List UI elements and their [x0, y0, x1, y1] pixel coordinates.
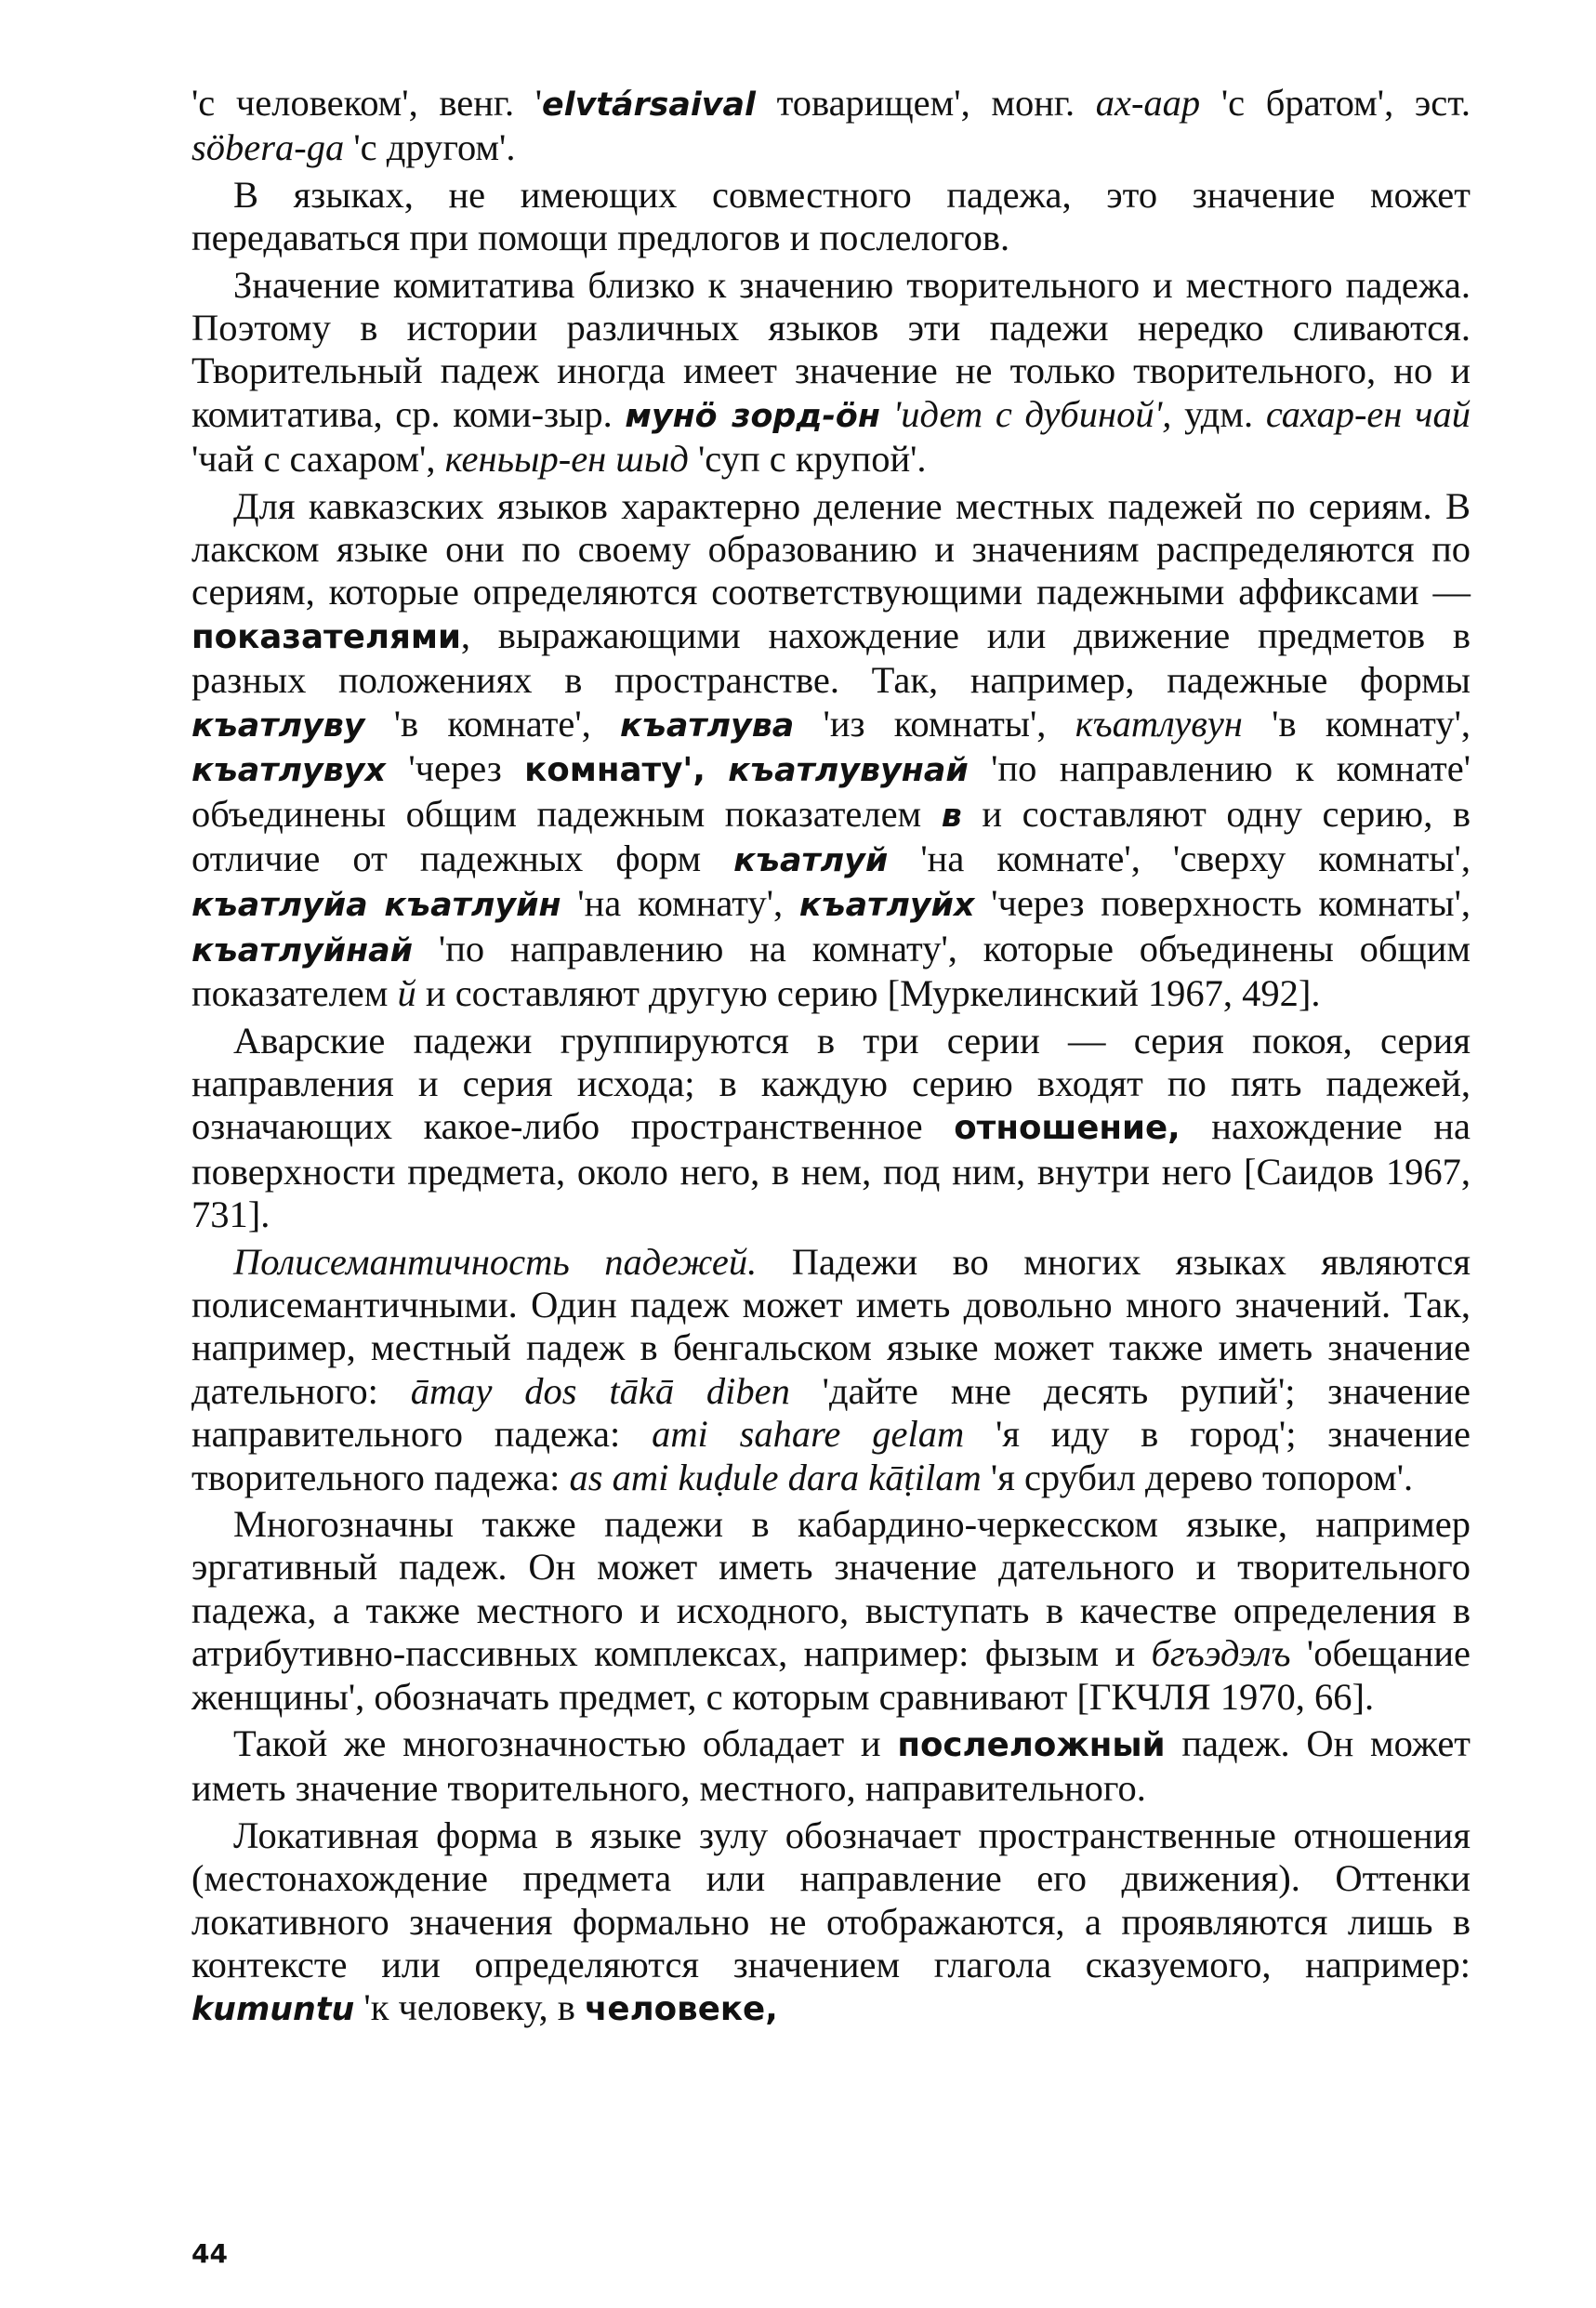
body-text: 'по направлению к комнате' объединены общим падежным показателем [191, 747, 1471, 835]
body-text: 'по направлению на комнату', которые объединены общим показателем [191, 927, 1471, 1015]
emphasis-text: отношение, [954, 1109, 1181, 1148]
emphasis-text: 'идет с дубиной', [892, 392, 1172, 435]
body-text: 'из комнаты', [794, 702, 1075, 745]
body-text: Локативная форма в языке зулу обозначает пространственные отношения (местонахождение предмета или направление его движения). Оттенки локативного значения формально не отображаются, а проявляются лишь в контексте или определяются значением глагола сказуемого, например: [191, 1813, 1471, 1986]
emphasis-text: человеке, [584, 1990, 778, 2029]
body-text: 'чай с сахаром', [191, 438, 445, 481]
paragraph-p3 [191, 264, 1471, 481]
body-text: , выражающими нахождение или движение предметов в разных положениях в пространстве. Так, например, падежные формы [191, 613, 1471, 702]
emphasis-text: й [397, 972, 416, 1015]
body-text: Для кавказских языков характерно деление местных падежей по сериям. В лакском языке они по своему образованию и значениям распределяются по сериям, которые определяются соответствующими падежными аффиксами — [191, 484, 1471, 613]
body-text: 'я иду в город'; значение творительного падежа: [191, 1413, 1471, 1498]
body-text: 'с другом'. [344, 126, 516, 169]
emphasis-text: кеньыр-ен шыд [444, 438, 689, 481]
body-text [706, 747, 728, 789]
body-text: Многозначны также падежи в кабардино-черкесском языке, например эргативный падеж. Он может иметь значение дательного и творительного падежа, а также местного и исходного, выступать в качестве определения в атрибутивно-пассивных комплексах, например: [191, 1503, 1471, 1675]
emphasis-text: комнату', [524, 751, 706, 790]
emphasis-text: послеложный [897, 1726, 1166, 1765]
body-text: и составляют другую серию [Муркелинский 1967, 492]. [415, 972, 1321, 1015]
body-text: 'суп с крупой'. [688, 438, 927, 481]
emphasis-text: söbera-ga [191, 126, 345, 169]
emphasis-text: къатлувунай [728, 752, 969, 790]
paragraph-p6 [191, 1241, 1471, 1499]
emphasis-text: Полисемантичность падежей. [233, 1240, 758, 1283]
body-text: 'к человеку, в [354, 1986, 585, 2029]
paragraph-p2 [191, 174, 1471, 260]
emphasis-text: показателями [191, 617, 461, 656]
body-text [880, 393, 893, 435]
emphasis-text: мунö зорд-öн [625, 397, 880, 435]
body-text: фызым и [984, 1632, 1152, 1675]
body-text: 'через [385, 747, 525, 790]
emphasis-text: къатлува [620, 706, 795, 745]
body-text: 'я срубил дерево топором'. [981, 1456, 1414, 1498]
body-text [577, 1370, 610, 1412]
body-text: Такой же многозначностью обладает и [233, 1722, 898, 1765]
body-text: товарищем', монг. [755, 82, 1096, 124]
body-text [492, 1370, 524, 1412]
emphasis-text: къатлувун [1075, 702, 1243, 745]
emphasis-text: kumuntu [191, 1991, 355, 2029]
body-text: В языках, не имеющих совместного падежа, это значение может передаваться при помощи предлогов и послелогов. [191, 173, 1471, 259]
emphasis-text: в [941, 797, 962, 835]
paragraph-p9 [191, 1814, 1471, 2032]
page-body [191, 82, 1471, 2036]
body-text: Падежи во многих языках являются полисемантичными. Один падеж может иметь довольно много значений. Так, например, местный падеж в бенгальском языке может также иметь значение дательного: [191, 1240, 1471, 1412]
body-text: нахождение на поверхности предмета, около него, в нем, под ним, внутри него [Саидов 1967, 731]. [191, 1105, 1471, 1236]
emphasis-text: dos [524, 1369, 577, 1412]
body-text [368, 882, 385, 924]
emphasis-text: къатлуйа [191, 887, 368, 925]
paragraph-p1 [191, 82, 1471, 170]
body-text: 'дайте мне десять рупий'; значение направительного падежа: [191, 1369, 1471, 1456]
emphasis-text: ami sahare gelam [652, 1413, 965, 1456]
body-text: и составляют одну серию, в отличие от падежных форм [191, 792, 1471, 879]
body-text: 'с братом', эст. [1200, 82, 1471, 124]
body-text: Аварские падежи группируются в три серии — серия покоя, серия направления и серия исхода; в каждую серию входят по пять падежей, означающих какое-либо пространственное [191, 1019, 1471, 1148]
emphasis-text: къатлуй [733, 841, 889, 879]
emphasis-text: къатлуйнай [191, 931, 414, 969]
paragraph-p4 [191, 485, 1471, 1016]
emphasis-text: бгъэдэлъ [1151, 1632, 1291, 1675]
paragraph-p8 [191, 1722, 1471, 1811]
body-text: падеж. Он может иметь значение творительного, местного, направительного. [191, 1722, 1471, 1810]
body-text: 'обещание женщины', обозначать предмет, с которым сравнивают [ГКЧЛЯ 1970, 66]. [191, 1632, 1471, 1718]
body-text: 'на комнату', [561, 882, 799, 925]
emphasis-text: tākā diben [609, 1369, 790, 1412]
emphasis-text: сахар-ен чай [1265, 392, 1471, 435]
emphasis-text: къатлувух [191, 752, 386, 790]
emphasis-text: къатлуйн [384, 887, 561, 925]
body-text: 'в комнате', [364, 702, 621, 745]
page-number: 44 [191, 2238, 228, 2269]
emphasis-text: къатлуву [191, 706, 365, 745]
body-text: 'на комнате', 'сверху комнаты', [888, 837, 1471, 879]
emphasis-text: ax-aap [1095, 82, 1201, 124]
emphasis-text: āmay [410, 1369, 493, 1412]
body-text: 'через поверхность комнаты', [974, 882, 1471, 925]
body-text: 'в комнату', [1242, 702, 1471, 745]
body-text: 'с человеком', венг. ' [191, 82, 543, 124]
paragraph-p5 [191, 1020, 1471, 1237]
paragraph-p7 [191, 1503, 1471, 1719]
emphasis-text: къатлуйх [798, 887, 975, 925]
body-text: Значение комитатива близко к значению творительного и местного падежа. Поэтому в истории различных языков эти падежи нередко сливаются. Творительный падеж иногда имеет значение не только творительного, но и комитатива, ср. коми-зыр. [191, 263, 1471, 435]
body-text: удм. [1171, 392, 1266, 435]
emphasis-text: elvtársaival [542, 86, 756, 124]
emphasis-text: as ami kuḍule dara kāṭilam [569, 1456, 982, 1498]
